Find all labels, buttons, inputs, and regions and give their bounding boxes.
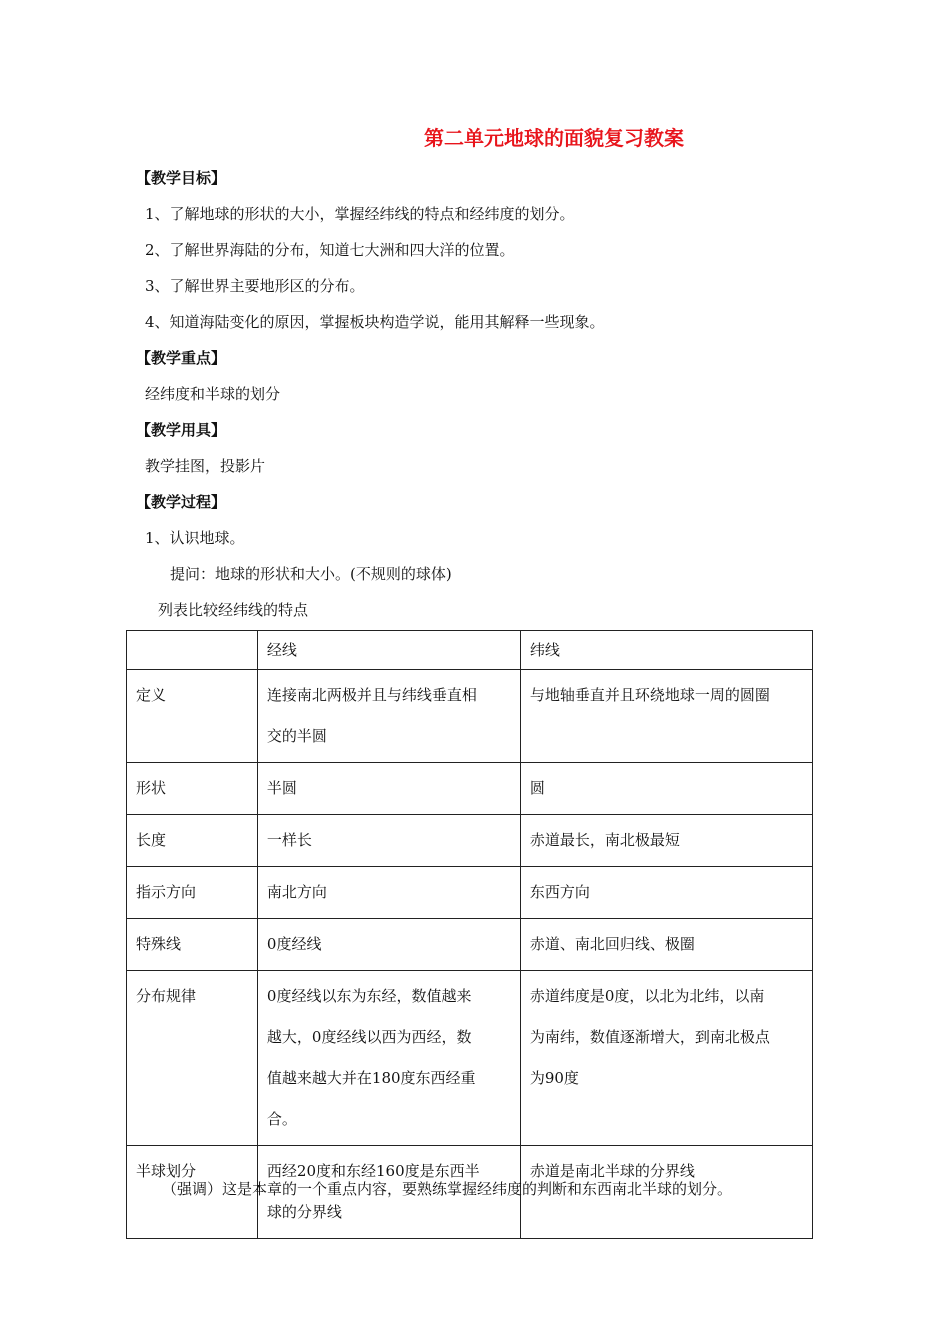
meridian-cell-line: 越大，0度经线以西为西经，数 bbox=[266, 1028, 472, 1046]
parallel-cell-line: 与地轴垂直并且环绕地球一周的圆圈 bbox=[529, 686, 770, 704]
tools-heading: 【教学用具】 bbox=[136, 421, 227, 439]
meridian-cell bbox=[257, 763, 520, 815]
meridian-cell-line: 西经20度和东经160度是东西半 bbox=[266, 1162, 480, 1180]
row-label-cell: 长度 bbox=[127, 815, 258, 867]
row-label-cell: 指示方向 bbox=[127, 867, 258, 919]
objective-item: 3、了解世界主要地形区的分布。 bbox=[145, 277, 365, 295]
meridian-cell-line: 连接南北两极并且与纬线垂直相 bbox=[266, 686, 477, 704]
tools-text: 教学挂图，投影片 bbox=[145, 457, 266, 475]
table-row bbox=[127, 971, 813, 1146]
objective-item: 2、了解世界海陆的分布，知道七大洲和四大洋的位置。 bbox=[145, 241, 515, 259]
meridian-cell bbox=[257, 815, 520, 867]
question-text: 提问：地球的形状和大小。(不规则的球体) bbox=[170, 565, 452, 583]
objective-item: 4、知道海陆变化的原因，掌握板块构造学说，能用其解释一些现象。 bbox=[145, 313, 605, 331]
row-label-cell: 分布规律 bbox=[127, 971, 258, 1146]
parallel-cell bbox=[520, 919, 812, 971]
parallel-cell-line: 为90度 bbox=[529, 1069, 579, 1087]
meridian-cell bbox=[257, 867, 520, 919]
process-step: 1、认识地球。 bbox=[145, 529, 245, 547]
table-row bbox=[127, 763, 813, 815]
header-cell-meridian: 经线 bbox=[257, 631, 520, 670]
row-label-cell: 半球划分 bbox=[127, 1146, 258, 1239]
parallel-cell-line: 圆 bbox=[529, 779, 545, 797]
table-row bbox=[127, 919, 813, 971]
row-label-cell: 特殊线 bbox=[127, 919, 258, 971]
meridian-cell-line: 半圆 bbox=[266, 779, 297, 797]
page-title: 第二单元地球的面貌复习教案 bbox=[424, 126, 684, 150]
focus-heading: 【教学重点】 bbox=[136, 349, 227, 367]
parallel-cell-line: 赤道纬度是0度，以北为北纬，以南 bbox=[529, 987, 765, 1005]
parallel-cell-line: 赤道最长，南北极最短 bbox=[529, 831, 680, 849]
meridian-cell-line: 南北方向 bbox=[266, 883, 327, 901]
parallel-cell bbox=[520, 815, 812, 867]
meridian-cell bbox=[257, 919, 520, 971]
meridian-cell bbox=[257, 971, 520, 1146]
header-cell-empty bbox=[127, 631, 258, 670]
meridian-cell-line: 一样长 bbox=[266, 831, 312, 849]
objective-item: 1、了解地球的形状的大小，掌握经纬线的特点和经纬度的划分。 bbox=[145, 205, 575, 223]
table-row bbox=[127, 867, 813, 919]
process-heading: 【教学过程】 bbox=[136, 493, 227, 511]
meridian-cell-line: 球的分界线 bbox=[266, 1203, 342, 1221]
meridian-cell-line: 交的半圆 bbox=[266, 727, 327, 745]
comparison-table bbox=[126, 630, 813, 1239]
parallel-cell bbox=[520, 971, 812, 1146]
meridian-cell-line: 0度经线以东为东经，数值越来 bbox=[266, 987, 472, 1005]
emphasis-note: （强调）这是本章的一个重点内容，要熟练掌握经纬度的判断和东西南北半球的划分。 bbox=[162, 1180, 733, 1198]
parallel-cell-line: 赤道、南北回归线、极圈 bbox=[529, 935, 695, 953]
table-header-row bbox=[127, 631, 813, 670]
parallel-cell-line: 东西方向 bbox=[529, 883, 590, 901]
row-label-cell: 定义 bbox=[127, 670, 258, 763]
parallel-cell bbox=[520, 867, 812, 919]
meridian-cell-line: 0度经线 bbox=[266, 935, 322, 953]
meridian-cell-line: 合。 bbox=[266, 1110, 297, 1128]
row-label-cell: 形状 bbox=[127, 763, 258, 815]
table-row bbox=[127, 670, 813, 763]
parallel-cell-line: 赤道是南北半球的分界线 bbox=[529, 1162, 695, 1180]
meridian-cell-line: 值越来越大并在180度东西经重 bbox=[266, 1069, 476, 1087]
parallel-cell-line: 为南纬，数值逐渐增大，到南北极点 bbox=[529, 1028, 770, 1046]
meridian-cell bbox=[257, 670, 520, 763]
parallel-cell bbox=[520, 670, 812, 763]
focus-text: 经纬度和半球的划分 bbox=[145, 385, 281, 403]
objectives-heading: 【教学目标】 bbox=[136, 169, 227, 187]
table-row bbox=[127, 815, 813, 867]
parallel-cell bbox=[520, 763, 812, 815]
header-cell-parallel: 纬线 bbox=[520, 631, 812, 670]
table-caption: 列表比较经纬线的特点 bbox=[158, 601, 309, 619]
